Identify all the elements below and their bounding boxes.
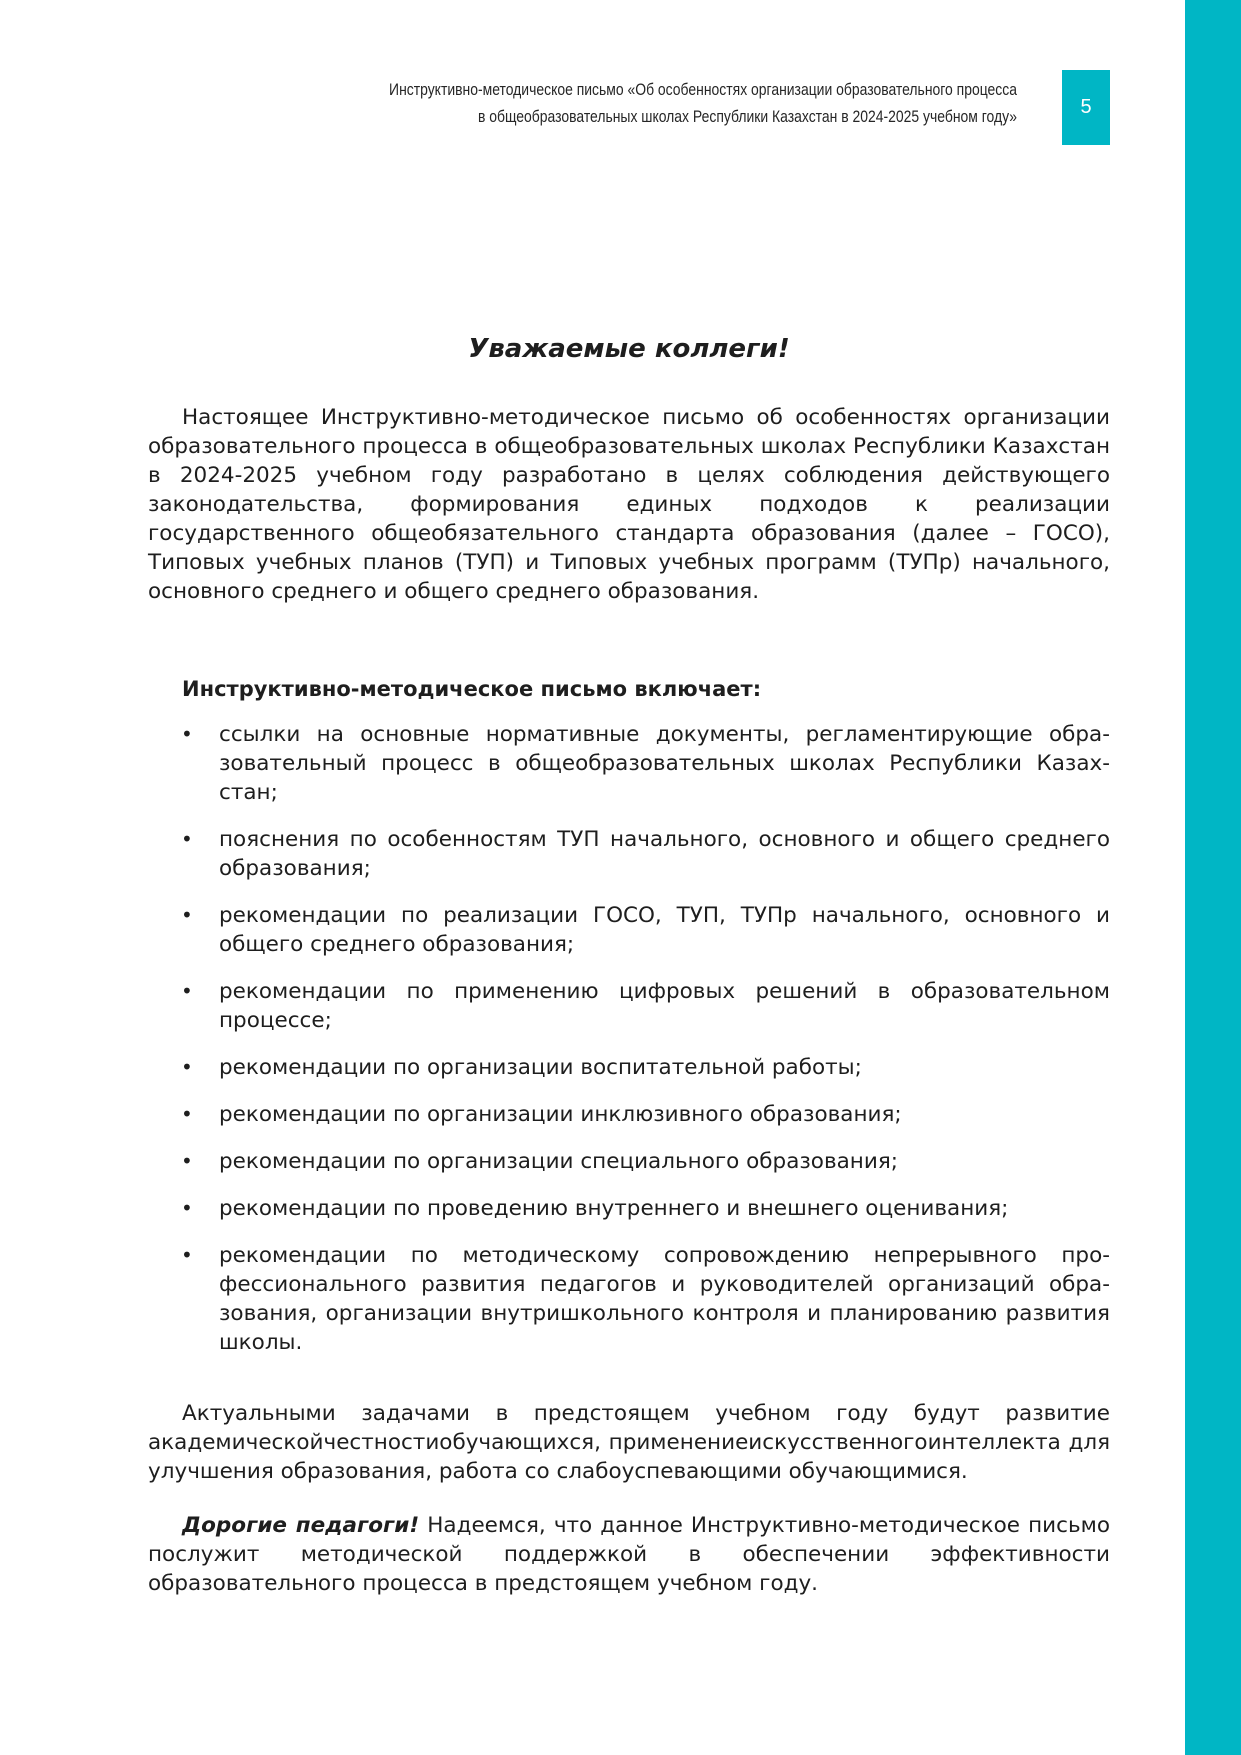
tasks-paragraph: Актуальными задачами в предстоящем учебном году будут развитие академическойчестностиобучающихся, применениеискусственногоинтеллекта для улучшения образования, работа со слабоуспевающими обучающимися. (148, 1401, 1110, 1484)
list-item-text: пояснения по особенностям ТУП начального, основного и общего среднего образования; (219, 827, 1110, 881)
intro-paragraph: Настоящее Инструктивно-методическое письмо об особенностях организации образовательного процесса в общеобразовательных школах Республики Казахстан в 2024-2025 учебном году разработано в целях соблюдения действующего законодательства, формирования единых подходов к реализации государственного общеобязательного стандарта образования (далее – ГОСО), Типовых учебных планов (ТУП) и Типовых учебных программ (ТУПр) начального, основного среднего и общего среднего образования. (148, 405, 1110, 604)
closing-lead: Дорогие педагоги! (182, 1513, 420, 1538)
list-item-text: рекомендации по проведению внутреннего и внешнего оценивания; (219, 1196, 1009, 1221)
closing-paragraph (148, 1511, 1110, 1598)
list-item (148, 977, 1110, 1035)
list-item (148, 1100, 1110, 1129)
bullet-icon: • (181, 979, 193, 1003)
list-item (148, 1194, 1110, 1223)
bullet-icon: • (181, 827, 193, 851)
closing-text: Надеемся, что данное Инструктивно-методическое письмо послужит методической поддержкой в обеспечении эффективности образовательного процесса в предстоящем учебном году. (148, 1513, 1110, 1596)
bullet-icon: • (181, 1149, 193, 1173)
bullet-icon: • (181, 1243, 193, 1267)
list-item (148, 1053, 1110, 1082)
bullet-icon: • (181, 903, 193, 927)
page-title: Уважаемые коллеги! (468, 334, 790, 364)
list-item-text: рекомендации по организации специального образования; (219, 1149, 899, 1174)
list-item-text: рекомендации по организации инклюзивного образования; (219, 1102, 902, 1127)
list-item (148, 720, 1110, 807)
list-item (148, 1241, 1110, 1357)
bullet-icon: • (181, 722, 193, 746)
header-line-2: в общеобразовательных школах Республики Казахстан в 2024-2025 учебном году» (477, 107, 1017, 126)
list-item-text: ссылки на основные нормативные документы, регламентирующие образовательный процесс в общеобразовательных школах Республики Казахстан; (219, 722, 1110, 805)
list-item-text: рекомендации по применению цифровых решений в образовательном процессе; (219, 979, 1110, 1033)
bullet-icon: • (181, 1102, 193, 1126)
list-item (148, 901, 1110, 959)
header-line-1: Инструктивно-методическое письмо «Об особенностях организации образовательного процесса (389, 80, 1018, 99)
side-accent-bar (1185, 0, 1241, 1755)
list-item (148, 1147, 1110, 1176)
contents-list (148, 720, 1110, 1375)
bullet-icon: • (181, 1055, 193, 1079)
list-heading: Инструктивно-методическое письмо включает: (182, 677, 762, 701)
running-header (380, 76, 1017, 130)
list-item-text: рекомендации по организации воспитательной работы; (219, 1055, 862, 1080)
list-item-text: рекомендации по реализации ГОСО, ТУП, ТУПр начального, основного и общего среднего образования; (219, 903, 1110, 957)
list-item (148, 825, 1110, 883)
list-item-text: рекомендации по методическому сопровождению непрерывного профессионального развития педагогов и руководителей организаций образования, организации внутришкольного контроля и планированию развития школы. (219, 1243, 1110, 1355)
page-number: 5 (1062, 70, 1110, 145)
bullet-icon: • (181, 1196, 193, 1220)
